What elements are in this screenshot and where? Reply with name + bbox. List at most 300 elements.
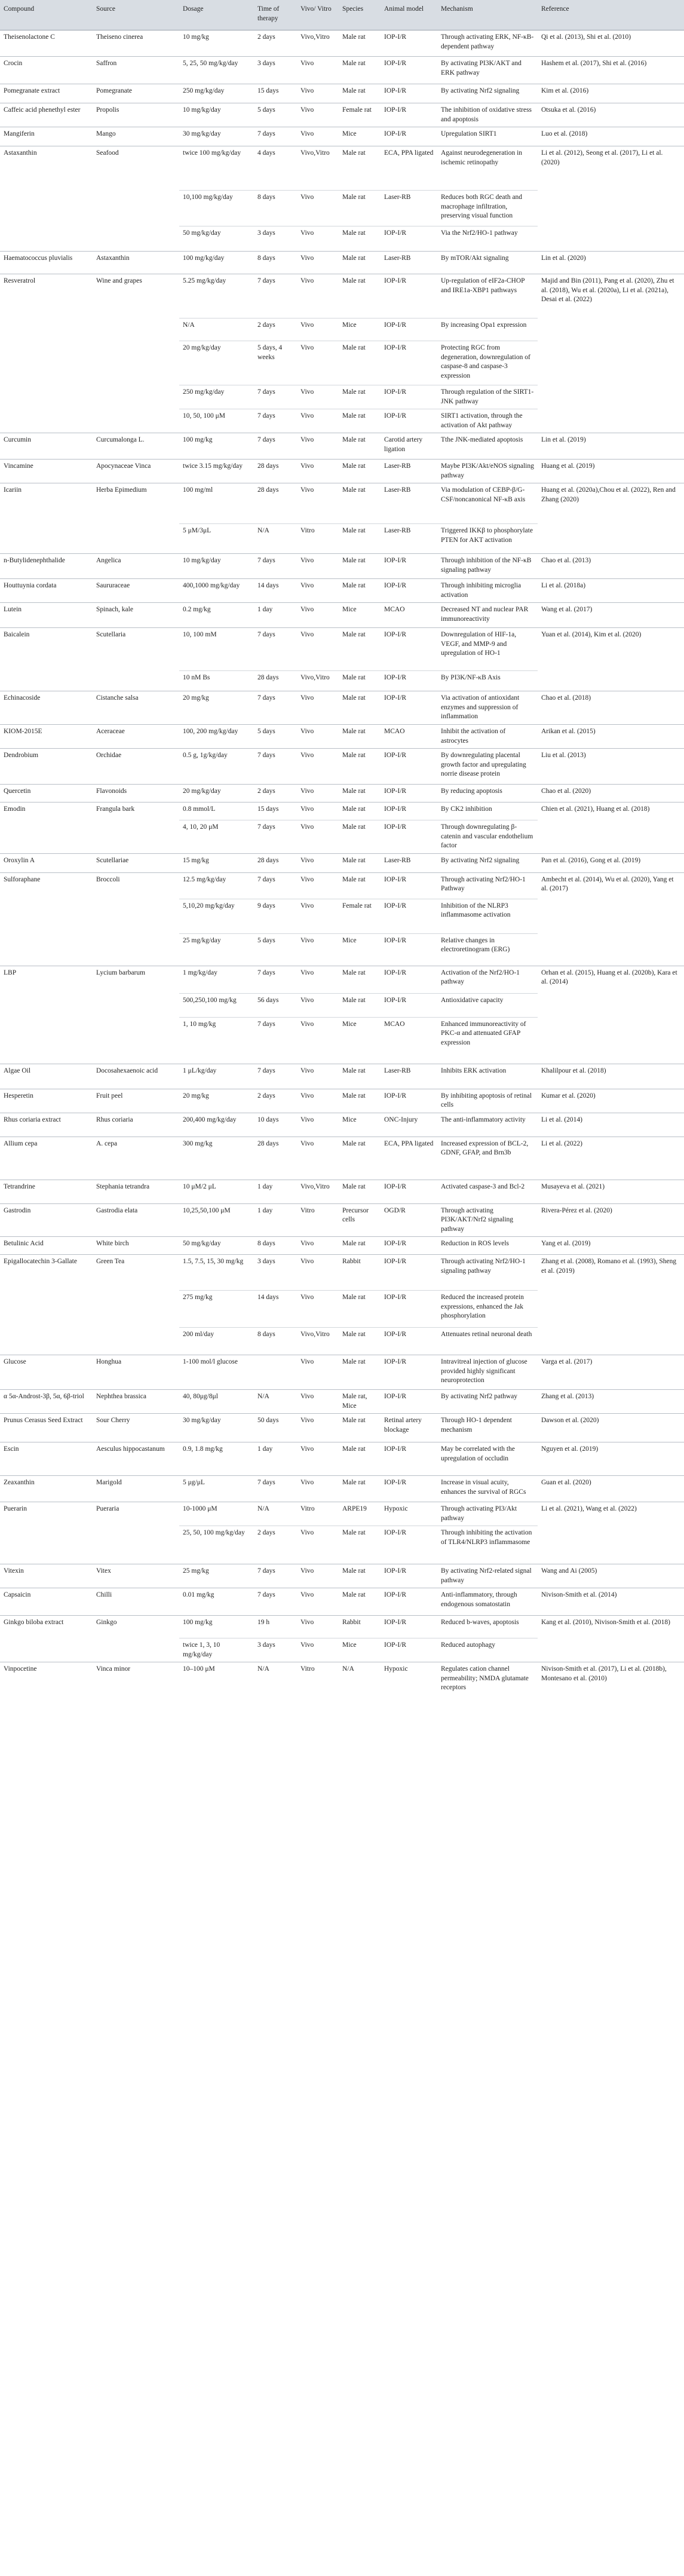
source-cell: Pueraria [93, 1502, 179, 1564]
compound-cell: Baicalein [0, 628, 93, 691]
time-cell: 7 days [254, 1564, 297, 1588]
source-cell: Fruit peel [93, 1089, 179, 1113]
source-cell: Seafood [93, 146, 179, 252]
source-cell: Pomegranate [93, 84, 179, 103]
animal-model-cell: IOP-I/R [381, 385, 437, 409]
source-cell: Honghua [93, 1355, 179, 1390]
mechanism-cell: Inhibit the activation of astrocytes [437, 725, 538, 749]
vivo-vitro-cell: Vivo [297, 1564, 339, 1588]
dosage-cell: 20 mg/kg/day [179, 341, 254, 385]
animal-model-cell: Laser-RB [381, 524, 437, 554]
source-cell: Chilli [93, 1588, 179, 1616]
animal-model-cell: IOP-I/R [381, 1638, 437, 1662]
dosage-cell: 0.9, 1.8 mg/kg [179, 1442, 254, 1476]
species-cell: Mice [339, 1017, 381, 1064]
time-cell: 3 days [254, 1638, 297, 1662]
mechanism-cell: Tthe JNK-mediated apoptosis [437, 433, 538, 460]
table-row [0, 146, 684, 191]
vivo-vitro-cell: Vivo,Vitro [297, 146, 339, 191]
compound-cell: Betulinic Acid [0, 1237, 93, 1255]
table-row [0, 853, 684, 872]
time-cell: 3 days [254, 226, 297, 252]
dosage-cell: 10 mg/kg/day [179, 103, 254, 127]
table-row [0, 1203, 684, 1237]
table-row [0, 1502, 684, 1526]
source-cell: Aesculus hippocastanum [93, 1442, 179, 1476]
dosage-cell: 5,10,20 mg/kg/day [179, 899, 254, 933]
animal-model-cell: Hypoxic [381, 1502, 437, 1526]
table-row [0, 603, 684, 628]
vivo-vitro-cell: Vivo [297, 933, 339, 966]
species-cell: Male rat [339, 802, 381, 820]
dosage-cell: 275 mg/kg [179, 1291, 254, 1328]
animal-model-cell: IOP-I/R [381, 872, 437, 899]
mechanism-cell: By activating Nrf2 pathway [437, 1390, 538, 1414]
animal-model-cell: MCAO [381, 725, 437, 749]
species-cell: Male rat [339, 1089, 381, 1113]
table-row [0, 1180, 684, 1203]
vivo-vitro-cell: Vivo [297, 1255, 339, 1291]
species-cell: Male rat [339, 671, 381, 691]
species-cell: Male rat [339, 226, 381, 252]
dosage-cell: 4, 10, 20 μM [179, 820, 254, 854]
animal-model-cell: OGD/R [381, 1203, 437, 1237]
vivo-vitro-cell: Vivo [297, 725, 339, 749]
species-cell: Male rat, Mice [339, 1390, 381, 1414]
compound-cell: Tetrandrine [0, 1180, 93, 1203]
vivo-vitro-cell: Vivo [297, 127, 339, 146]
species-cell: Mice [339, 603, 381, 628]
time-cell: 7 days [254, 820, 297, 854]
vivo-vitro-cell: Vivo [297, 1616, 339, 1638]
dosage-cell: 25 mg/kg/day [179, 933, 254, 966]
table-row [0, 785, 684, 802]
table-row [0, 691, 684, 725]
time-cell: 7 days [254, 127, 297, 146]
mechanism-cell: Regulates cation channel permeability; NMDA glutamate receptors [437, 1662, 538, 1704]
reference-cell: Pan et al. (2016), Gong et al. (2019) [538, 853, 684, 872]
vivo-vitro-cell: Vivo [297, 603, 339, 628]
reference-cell: Kang et al. (2010), Nivison-Smith et al. (2018) [538, 1616, 684, 1662]
time-cell: 7 days [254, 691, 297, 725]
species-cell: Male rat [339, 1355, 381, 1390]
time-cell: 8 days [254, 191, 297, 226]
dosage-cell: 50 mg/kg/day [179, 1237, 254, 1255]
mechanism-cell: By activating Nrf2 signaling [437, 84, 538, 103]
table-row [0, 749, 684, 785]
mechanism-cell: The inhibition of oxidative stress and apoptosis [437, 103, 538, 127]
time-cell: 50 days [254, 1414, 297, 1442]
animal-model-cell: Hypoxic [381, 1662, 437, 1704]
compound-cell: Lutein [0, 603, 93, 628]
compound-cell: Escin [0, 1442, 93, 1476]
vivo-vitro-cell: Vivo [297, 460, 339, 483]
dosage-cell: twice 100 mg/kg/day [179, 146, 254, 191]
header-row [0, 0, 684, 30]
dosage-cell: 0.5 g, 1g/kg/day [179, 749, 254, 785]
time-cell: 28 days [254, 460, 297, 483]
time-cell: 1 day [254, 1180, 297, 1203]
time-cell: 8 days [254, 252, 297, 274]
mechanism-cell: Activated caspase-3 and Bcl-2 [437, 1180, 538, 1203]
species-cell: Male rat [339, 554, 381, 579]
time-cell: 1 day [254, 1203, 297, 1237]
table-row [0, 554, 684, 579]
species-cell: Male rat [339, 252, 381, 274]
time-cell: 5 days [254, 103, 297, 127]
compound-cell: Resveratrol [0, 274, 93, 433]
dosage-cell: 10,25,50,100 μM [179, 1203, 254, 1237]
vivo-vitro-cell: Vivo [297, 554, 339, 579]
compound-cell: LBP [0, 966, 93, 1064]
vivo-vitro-cell: Vivo,Vitro [297, 671, 339, 691]
animal-model-cell: Laser-RB [381, 1064, 437, 1089]
mechanism-cell: Through activating ERK, NF-κB-dependent pathway [437, 30, 538, 57]
dosage-cell: 1, 10 mg/kg [179, 1017, 254, 1064]
vivo-vitro-cell: Vivo [297, 691, 339, 725]
time-cell: 9 days [254, 899, 297, 933]
reference-cell: Varga et al. (2017) [538, 1355, 684, 1390]
compound-cell: Mangiferin [0, 127, 93, 146]
header-mechanism: Mechanism [437, 0, 538, 30]
species-cell: Male rat [339, 1526, 381, 1564]
reference-cell: Dawson et al. (2020) [538, 1414, 684, 1442]
reference-cell: Khalilpour et al. (2018) [538, 1064, 684, 1089]
reference-cell: Huang et al. (2019) [538, 460, 684, 483]
dosage-cell: 400,1000 mg/kg/day [179, 579, 254, 603]
table-row [0, 966, 684, 993]
dosage-cell: 15 mg/kg [179, 853, 254, 872]
animal-model-cell: IOP-I/R [381, 1564, 437, 1588]
compound-cell: Puerarin [0, 1502, 93, 1564]
reference-cell: Zhang et al. (2008), Romano et al. (1993), Sheng et al. (2019) [538, 1255, 684, 1355]
reference-cell: Liu et al. (2013) [538, 749, 684, 785]
reference-cell: Nivison-Smith et al. (2017), Li et al. (2018b), Montesano et al. (2010) [538, 1662, 684, 1704]
species-cell: Male rat [339, 483, 381, 524]
compound-cell: Ginkgo biloba extract [0, 1616, 93, 1662]
vivo-vitro-cell: Vivo [297, 252, 339, 274]
compound-cell: Glucose [0, 1355, 93, 1390]
mechanism-cell: Via activation of antioxidant enzymes and suppression of inflammation [437, 691, 538, 725]
compound-cell: Curcumin [0, 433, 93, 460]
table-row [0, 1616, 684, 1638]
time-cell: N/A [254, 1662, 297, 1704]
species-cell: Male rat [339, 628, 381, 671]
vivo-vitro-cell: Vivo [297, 802, 339, 820]
dosage-cell: 10 nM Bs [179, 671, 254, 691]
species-cell: Male rat [339, 460, 381, 483]
vivo-vitro-cell: Vivo,Vitro [297, 30, 339, 57]
source-cell: Wine and grapes [93, 274, 179, 433]
vivo-vitro-cell: Vivo [297, 1064, 339, 1089]
mechanism-cell: Through inhibiting microglia activation [437, 579, 538, 603]
time-cell: 7 days [254, 1017, 297, 1064]
vivo-vitro-cell: Vitro [297, 1662, 339, 1704]
species-cell: Male rat [339, 1588, 381, 1616]
time-cell: 8 days [254, 1328, 297, 1355]
compound-cell: Echinacoside [0, 691, 93, 725]
dosage-cell: 100, 200 mg/kg/day [179, 725, 254, 749]
time-cell: 7 days [254, 433, 297, 460]
animal-model-cell: Laser-RB [381, 252, 437, 274]
reference-cell: Qi et al. (2013), Shi et al. (2010) [538, 30, 684, 57]
dosage-cell: 10 mg/kg [179, 30, 254, 57]
animal-model-cell: MCAO [381, 1017, 437, 1064]
dosage-cell: 300 mg/kg [179, 1137, 254, 1180]
source-cell: Herba Epimedium [93, 483, 179, 554]
vivo-vitro-cell: Vivo [297, 966, 339, 993]
time-cell: N/A [254, 1502, 297, 1526]
time-cell: 15 days [254, 802, 297, 820]
time-cell: 28 days [254, 671, 297, 691]
mechanism-cell: By downregulating placental growth factor and upregulating norrie disease protein [437, 749, 538, 785]
dosage-cell: 20 mg/kg/day [179, 785, 254, 802]
source-cell: Angelica [93, 554, 179, 579]
vivo-vitro-cell: Vivo [297, 1390, 339, 1414]
mechanism-cell: Via the Nrf2/HO-1 pathway [437, 226, 538, 252]
table-body [0, 30, 684, 1704]
vivo-vitro-cell: Vivo [297, 1442, 339, 1476]
table-row [0, 84, 684, 103]
table-row [0, 57, 684, 84]
animal-model-cell: IOP-I/R [381, 1291, 437, 1328]
mechanism-cell: By mTOR/Akt signaling [437, 252, 538, 274]
animal-model-cell: IOP-I/R [381, 341, 437, 385]
compound-cell: KIOM-2015E [0, 725, 93, 749]
mechanism-cell: Upregulation SIRT1 [437, 127, 538, 146]
header-animal-model: Animal model [381, 0, 437, 30]
vivo-vitro-cell: Vivo [297, 1237, 339, 1255]
compound-cell: Vincamine [0, 460, 93, 483]
mechanism-cell: Through inhibition of the NF-κB signaling pathway [437, 554, 538, 579]
mechanism-cell: Reduced b-waves, apoptosis [437, 1616, 538, 1638]
animal-model-cell: IOP-I/R [381, 785, 437, 802]
compound-cell: Caffeic acid phenethyl ester [0, 103, 93, 127]
source-cell: Vinca minor [93, 1662, 179, 1704]
source-cell: Flavonoids [93, 785, 179, 802]
mechanism-cell: By inhibiting apoptosis of retinal cells [437, 1089, 538, 1113]
dosage-cell: 250 mg/kg/day [179, 84, 254, 103]
animal-model-cell: IOP-I/R [381, 554, 437, 579]
table-row [0, 1662, 684, 1704]
source-cell: Lycium barbarum [93, 966, 179, 1064]
time-cell: 2 days [254, 785, 297, 802]
dosage-cell: 25, 50, 100 mg/kg/day [179, 1526, 254, 1564]
vivo-vitro-cell: Vivo [297, 1638, 339, 1662]
animal-model-cell: IOP-I/R [381, 691, 437, 725]
species-cell: Mice [339, 1113, 381, 1137]
time-cell: 2 days [254, 30, 297, 57]
time-cell: 3 days [254, 57, 297, 84]
source-cell: Cistanche salsa [93, 691, 179, 725]
source-cell: Broccoli [93, 872, 179, 966]
header-dosage: Dosage [179, 0, 254, 30]
time-cell: 19 h [254, 1616, 297, 1638]
compound-cell: Haematococcus pluvialis [0, 252, 93, 274]
reference-cell: Otsuka et al. (2016) [538, 103, 684, 127]
source-cell: Marigold [93, 1476, 179, 1502]
reference-cell: Musayeva et al. (2021) [538, 1180, 684, 1203]
time-cell: 7 days [254, 385, 297, 409]
table-row [0, 30, 684, 57]
species-cell: Male rat [339, 409, 381, 433]
source-cell: Spinach, kale [93, 603, 179, 628]
source-cell: Vitex [93, 1564, 179, 1588]
time-cell: 7 days [254, 1588, 297, 1616]
compound-cell: Prunus Cerasus Seed Extract [0, 1414, 93, 1442]
compound-cell: Hesperetin [0, 1089, 93, 1113]
species-cell: ARPE19 [339, 1502, 381, 1526]
compound-cell: Gastrodin [0, 1203, 93, 1237]
animal-model-cell: Carotid artery ligation [381, 433, 437, 460]
table-row [0, 725, 684, 749]
animal-model-cell: IOP-I/R [381, 671, 437, 691]
vivo-vitro-cell: Vivo [297, 1355, 339, 1390]
reference-cell: Rivera-Pérez et al. (2020) [538, 1203, 684, 1237]
animal-model-cell: ECA, PPA ligated [381, 146, 437, 191]
mechanism-cell: Activation of the Nrf2/HO-1 pathway [437, 966, 538, 993]
mechanism-cell: Relative changes in electroretinogram (ERG) [437, 933, 538, 966]
animal-model-cell: IOP-I/R [381, 1526, 437, 1564]
reference-cell: Li et al. (2012), Seong et al. (2017), Li et al. (2020) [538, 146, 684, 252]
time-cell: 7 days [254, 1064, 297, 1089]
animal-model-cell: IOP-I/R [381, 579, 437, 603]
mechanism-cell: Attenuates retinal neuronal death [437, 1328, 538, 1355]
time-cell: 5 days [254, 725, 297, 749]
species-cell: Male rat [339, 385, 381, 409]
compound-cell: Dendrobium [0, 749, 93, 785]
table-row [0, 1255, 684, 1291]
vivo-vitro-cell: Vivo [297, 899, 339, 933]
mechanism-cell: By PI3K/NF-κB Axis [437, 671, 538, 691]
species-cell: Male rat [339, 274, 381, 318]
dosage-cell: N/A [179, 318, 254, 341]
compound-cell: Vinpocetine [0, 1662, 93, 1704]
vivo-vitro-cell: Vivo [297, 1017, 339, 1064]
header-species: Species [339, 0, 381, 30]
species-cell: Mice [339, 127, 381, 146]
dosage-cell: 1-100 mol/l glucose [179, 1355, 254, 1390]
vivo-vitro-cell: Vivo [297, 1137, 339, 1180]
time-cell: 28 days [254, 483, 297, 524]
animal-model-cell: IOP-I/R [381, 1089, 437, 1113]
animal-model-cell: IOP-I/R [381, 1588, 437, 1616]
header-vivo-vitro: Vivo/ Vitro [297, 0, 339, 30]
species-cell: Male rat [339, 1564, 381, 1588]
dosage-cell: 12.5 mg/kg/day [179, 872, 254, 899]
species-cell: Male rat [339, 966, 381, 993]
reference-cell: Wang and Ai (2005) [538, 1564, 684, 1588]
vivo-vitro-cell: Vivo [297, 1588, 339, 1616]
dosage-cell: 10,100 mg/kg/day [179, 191, 254, 226]
species-cell: Male rat [339, 1328, 381, 1355]
species-cell: Male rat [339, 191, 381, 226]
mechanism-cell: Reduced the increased protein expressions, enhanced the Jak phosphorylation [437, 1291, 538, 1328]
species-cell: Mice [339, 933, 381, 966]
dosage-cell: 0.01 mg/kg [179, 1588, 254, 1616]
time-cell: 2 days [254, 1526, 297, 1564]
species-cell: Male rat [339, 872, 381, 899]
species-cell: Male rat [339, 820, 381, 854]
source-cell: Stephania tetrandra [93, 1180, 179, 1203]
reference-cell: Li et al. (2014) [538, 1113, 684, 1137]
animal-model-cell: IOP-I/R [381, 1390, 437, 1414]
compound-cell: n-Butylidenephthalide [0, 554, 93, 579]
animal-model-cell: IOP-I/R [381, 933, 437, 966]
reference-cell: Kumar et al. (2020) [538, 1089, 684, 1113]
animal-model-cell: IOP-I/R [381, 966, 437, 993]
dosage-cell: 25 mg/kg [179, 1564, 254, 1588]
table-row [0, 1237, 684, 1255]
reference-cell: Yuan et al. (2014), Kim et al. (2020) [538, 628, 684, 691]
dosage-cell: 200,400 mg/kg/day [179, 1113, 254, 1137]
compound-cell: Allium cepa [0, 1137, 93, 1180]
vivo-vitro-cell: Vitro [297, 524, 339, 554]
animal-model-cell: Retinal artery blockage [381, 1414, 437, 1442]
vivo-vitro-cell: Vitro [297, 1203, 339, 1237]
source-cell: Aceraceae [93, 725, 179, 749]
species-cell: Female rat [339, 899, 381, 933]
time-cell: N/A [254, 1390, 297, 1414]
dosage-cell: twice 3.15 mg/kg/day [179, 460, 254, 483]
compound-cell: Epigallocatechin 3-Gallate [0, 1255, 93, 1355]
dosage-cell: 5, 25, 50 mg/kg/day [179, 57, 254, 84]
compound-cell: Algae Oil [0, 1064, 93, 1089]
time-cell: 14 days [254, 579, 297, 603]
dosage-cell: 10 mg/kg/day [179, 554, 254, 579]
table-row [0, 1137, 684, 1180]
source-cell: Scutellariae [93, 853, 179, 872]
source-cell: Saururaceae [93, 579, 179, 603]
species-cell: Male rat [339, 1180, 381, 1203]
mechanism-cell: The anti-inflammatory activity [437, 1113, 538, 1137]
species-cell: Male rat [339, 725, 381, 749]
compound-cell: Capsaicin [0, 1588, 93, 1616]
animal-model-cell: IOP-I/R [381, 274, 437, 318]
table-row [0, 1390, 684, 1414]
source-cell: Rhus coriaria [93, 1113, 179, 1137]
species-cell: Male rat [339, 1137, 381, 1180]
vivo-vitro-cell: Vivo [297, 341, 339, 385]
mechanism-cell: Through activating PI3K/AKT/Nrf2 signaling pathway [437, 1203, 538, 1237]
dosage-cell: 10, 50, 100 μM [179, 409, 254, 433]
mechanism-cell: Through regulation of the SIRT1-JNK pathway [437, 385, 538, 409]
reference-cell: Chao et al. (2020) [538, 785, 684, 802]
table-row [0, 802, 684, 820]
species-cell: Rabbit [339, 1616, 381, 1638]
compound-cell: α 5α-Androst-3β, 5α, 6β-triol [0, 1390, 93, 1414]
species-cell: Male rat [339, 1442, 381, 1476]
vivo-vitro-cell: Vivo [297, 1291, 339, 1328]
species-cell: Male rat [339, 433, 381, 460]
vivo-vitro-cell: Vivo [297, 483, 339, 524]
compound-cell: Icariin [0, 483, 93, 554]
compound-cell: Vitexin [0, 1564, 93, 1588]
mechanism-cell: Enhanced immunoreactivity of PKC-α and attenuated GFAP expression [437, 1017, 538, 1064]
source-cell: Curcumalonga L. [93, 433, 179, 460]
animal-model-cell: IOP-I/R [381, 57, 437, 84]
time-cell [254, 1355, 297, 1390]
time-cell: 1 day [254, 1442, 297, 1476]
source-cell: Ginkgo [93, 1616, 179, 1662]
vivo-vitro-cell: Vivo [297, 103, 339, 127]
header-source: Source [93, 0, 179, 30]
vivo-vitro-cell: Vivo [297, 274, 339, 318]
time-cell: 1 day [254, 603, 297, 628]
source-cell: A. cepa [93, 1137, 179, 1180]
species-cell: Rabbit [339, 1255, 381, 1291]
source-cell: White birch [93, 1237, 179, 1255]
